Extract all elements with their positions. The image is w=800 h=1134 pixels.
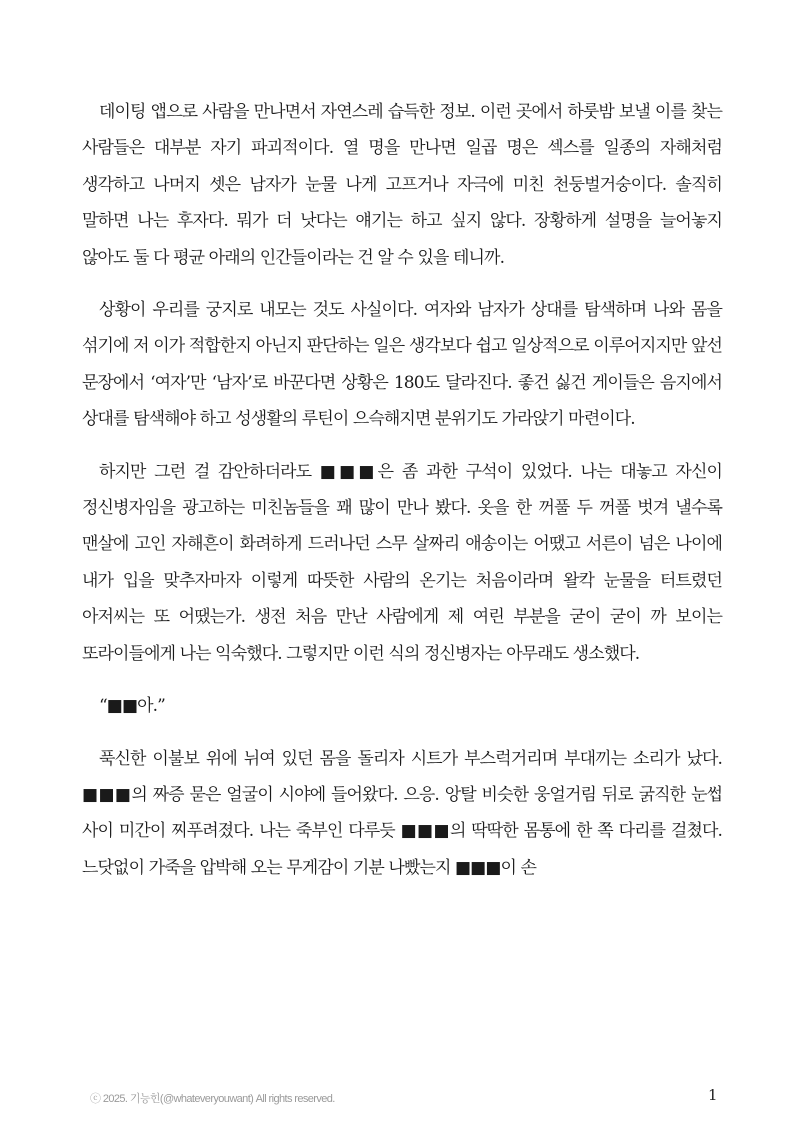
page-number: 1 (708, 1086, 718, 1104)
paragraph-2: 상황이 우리를 궁지로 내모는 것도 사실이다. 여자와 남자가 상대를 탐색하며 나와 몸을 섞기에 저 이가 적합한지 아닌지 판단하는 일은 생각보다 쉽고 일상적으로 이루어지지만 앞선 문장에서 ‘여자’만 ‘남자’로 바꾼다면 상황은 180도 달라진다. 좋건 싫건 게이들은 음지에서 상대를 탐색해야 하고 성생활의 루틴이 으슥해지면 분위기도 가라앉기 마련이다. (82, 300, 722, 430)
paragraph-4: 푹신한 이불보 위에 뉘여 있던 몸을 돌리자 시트가 부스럭거리며 부대끼는 소리가 났다. ■■■의 짜증 묻은 얼굴이 시야에 들어왔다. 으응. 앙탈 비슷한 웅얼거림 뒤로 굵직한 눈썹 사이 미간이 찌푸려졌다. 나는 죽부인 다루듯 ■■■의 딱딱한 몸통에 한 쪽 다리를 걸쳤다. 느닷없이 가죽을 압박해 오는 무게감이 기분 나빴는지 ■■■이 손 (82, 748, 722, 878)
dialogue-line: “■■아.” (99, 696, 165, 717)
body-text (82, 94, 722, 902)
paragraph-1: 데이팅 앱으로 사람을 만나면서 자연스레 습득한 정보. 이런 곳에서 하룻밤 보낼 이를 찾는 사람들은 대부분 자기 파괴적이다. 열 명을 만나면 일곱 명은 섹스를 일종의 자해처럼 생각하고 나머지 셋은 남자가 눈물 나게 고프거나 자극에 미친 천둥벌거숭이다. 솔직히 말하면 나는 후자다. 뭐가 더 낫다는 얘기는 하고 싶지 않다. 장황하게 설명을 늘어놓지 않아도 둘 다 평균 아래의 인간들이라는 건 알 수 있을 테니까. (82, 102, 722, 268)
copyright-footer: ⓒ 2025. 기능힌(@whateveryouwant) All rights reserved. (90, 1093, 335, 1105)
paragraph-3: 하지만 그런 걸 감안하더라도 ■■■은 좀 과한 구석이 있었다. 나는 대놓고 자신이 정신병자임을 광고하는 미친놈들을 꽤 많이 만나 봤다. 옷을 한 꺼풀 두 꺼풀 벗겨 낼수록 맨살에 고인 자해흔이 화려하게 드러나던 스무 살짜리 애송이는 어땠고 서른이 넘은 나이에 내가 입을 맞추자마자 이렇게 따뜻한 사람의 온기는 처음이라며 왈칵 눈물을 터트렸던 아저씨는 또 어땠는가. 생전 처음 만난 사람에게 제 여린 부분을 굳이 굳이 까 보이는 또라이들에게 나는 익숙했다. 그렇지만 이런 식의 정신병자는 아무래도 생소했다. (82, 461, 722, 664)
